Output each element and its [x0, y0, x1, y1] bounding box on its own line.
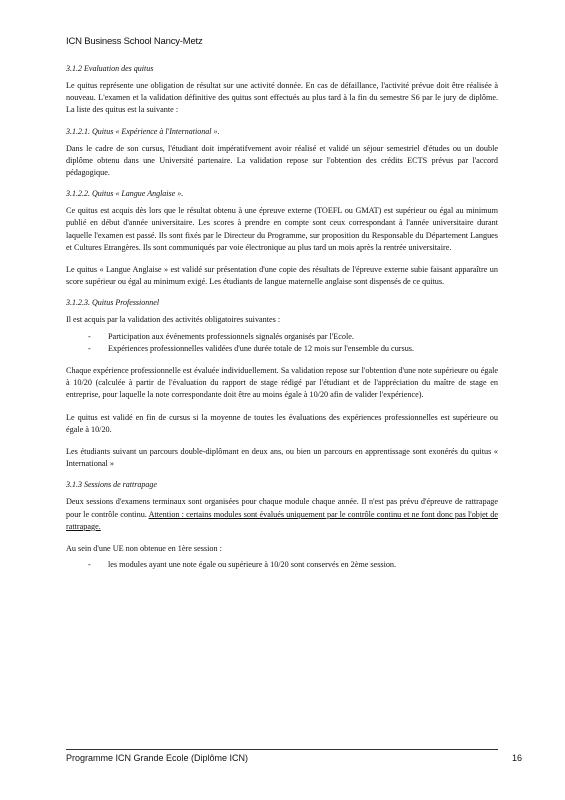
- paragraph-text: Deux sessions d'examens terminaux sont organisées pour chaque module chaque année. Il n'est pas prévu d'épreuve de rattrapage pour le contrôle continu.: [66, 497, 498, 519]
- list-item: - Participation aux événements professionnels signalés organisés par l'Ecole.: [96, 331, 498, 343]
- footer-program: Programme ICN Grande Ecole (Diplôme ICN): [66, 753, 249, 763]
- paragraph: Il est acquis par la validation des activités obligatoires suivantes :: [66, 315, 281, 325]
- list-item: - Expériences professionnelles validées d'une durée totale de 12 mois sur l'ensemble du cursus.: [96, 343, 498, 355]
- paragraph: Au sein d'une UE non obtenue en 1ère session :: [66, 544, 222, 554]
- list-item: - les modules ayant une note égale ou supérieure à 10/20 sont conservés en 2ème session.: [96, 559, 498, 571]
- paragraph: Chaque expérience professionnelle est évaluée individuellement. Sa validation repose sur l'obtention d'une note supérieure ou égale à 10/20 (calculée à partir de l'évaluation du rapport de stage rédigé par l'étudiant et de l'appréciation du maître de stage en entreprise, pour laquelle la note correspondante doit être au moins égale à 10/20 afin de valider l'expérience).: [66, 366, 498, 400]
- paragraph: Ce quitus est acquis dès lors que le résultat obtenu à une épreuve externe (TOEFL ou GMAT) est supérieur ou égal au minimum publié en début d'année universitaire. Les scores à prendre en compte sont ceux correspondant à l'année universitaire durant laquelle l'examen est passé. Ils sont fixés par le Directeur du Programme, sur proposition du Responsable du Département Langues et Cultures Etrangères. Ils sont communiqués par voie électronique au plus tard un mois après la rentrée universitaire.: [66, 206, 498, 252]
- paragraph: Le quitus « Langue Anglaise » est validé sur présentation d'une copie des résultats de l'épreuve externe subie faisant apparaître un score supérieur ou égal au minimum exigé. Les étudiants de langue maternelle anglaise sont dispensés de ce quitus.: [66, 265, 498, 287]
- section-heading: 3.1.2.2. Quitus « Langue Anglaise ».: [66, 189, 184, 199]
- underlined-note: Attention : certains modules sont évalués uniquement par le contrôle continu et ne font donc pas l'objet de rattrapage.: [66, 509, 498, 531]
- bullet-list: [66, 559, 498, 571]
- page-number: 16: [512, 753, 523, 763]
- paragraph: Le quitus représente une obligation de résultat sur une activité donnée. En cas de défaillance, l'activité prévue doit être réalisée à nouveau. L'examen et la validation définitive des quitus sont effectués au plus tard à la fin du semestre S6 par le jury de diplôme. La liste des quitus est la suivante :: [66, 81, 498, 115]
- page-header: ICN Business School Nancy-Metz: [66, 36, 203, 47]
- paragraph: [66, 496, 498, 533]
- section-heading: 3.1.3 Sessions de rattrapage: [66, 480, 157, 490]
- section-heading: 3.1.2.1. Quitus « Expérience à l'International ».: [66, 126, 220, 136]
- paragraph: Dans le cadre de son cursus, l'étudiant doit impératifvement avoir réalisé et validé un séjour semestriel d'études ou un double diplôme obtenu dans une Université partenaire. La validation repose sur l'obtention des crédits ECTS prévus par l'accord pédagogique.: [66, 143, 498, 178]
- footer-divider: [66, 749, 498, 750]
- section-heading: 3.1.2.3. Quitus Professionnel: [66, 298, 160, 308]
- paragraph: Les étudiants suivant un parcours double-diplômant en deux ans, ou bien un parcours en apprentissage sont exonérés du quitus « International »: [66, 447, 498, 469]
- page-body: [66, 64, 498, 581]
- bullet-list: [66, 331, 498, 355]
- section-heading: 3.1.2 Evaluation des quitus: [66, 64, 154, 73]
- paragraph: Le quitus est validé en fin de cursus si la moyenne de toutes les évaluations des expériences professionnelles est supérieure ou égale à 10/20.: [66, 412, 498, 434]
